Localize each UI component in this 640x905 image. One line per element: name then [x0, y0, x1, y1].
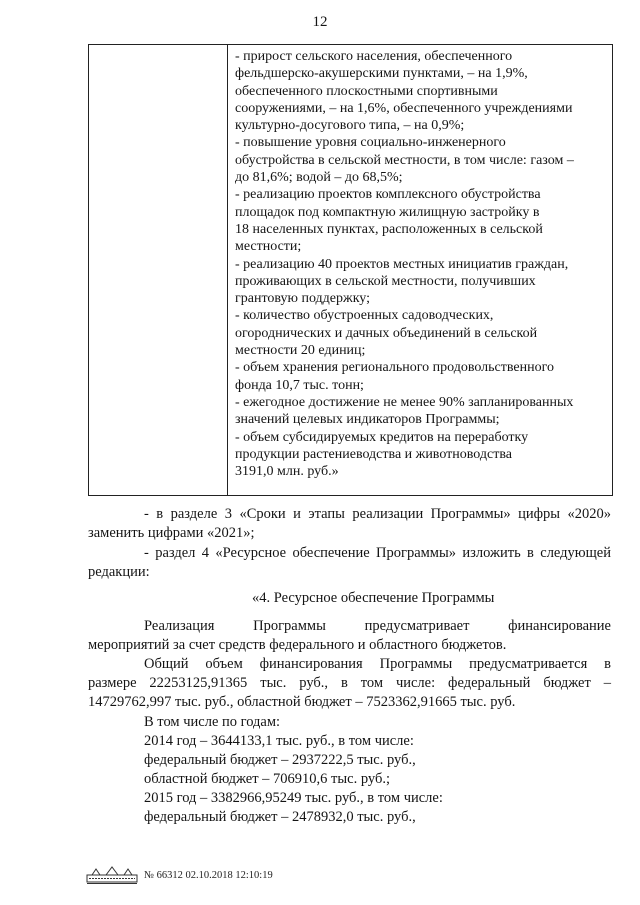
paragraph-line: 14729762,997 тыс. руб., областной бюджет – 7523362,91665 тыс. руб.: [88, 694, 516, 710]
year-2015-federal: федеральный бюджет – 2478932,0 тыс. руб.,: [144, 809, 416, 825]
table-line: значений целевых индикаторов Программы;: [235, 412, 500, 428]
year-2014-regional: областной бюджет – 706910,6 тыс. руб.;: [144, 771, 390, 787]
table-text-cell: [228, 45, 613, 496]
table-line: - количество обустроенных садоводческих,: [235, 308, 494, 324]
table-line: площадок под компактную жилищную застройку в: [235, 204, 540, 220]
table-line: культурно-досугового типа, – на 0,9%;: [235, 118, 465, 134]
table-line: фельдшерско-акушерскими пунктами, – на 1,9%,: [235, 66, 528, 82]
table-line: обустройства в сельской местности, в том числе: газом –: [235, 152, 574, 168]
table-line: - реализацию 40 проектов местных инициатив граждан,: [235, 256, 569, 272]
paragraph-line: Общий объем финансирования Программы предусматривается в: [144, 656, 611, 672]
table-line: грантовую поддержку;: [235, 291, 371, 307]
paragraph-line: размере 22253125,91365 тыс. руб., в том числе: федеральный бюджет –: [88, 675, 611, 691]
registration-footer: [86, 864, 273, 886]
table-line: 18 населенных пунктах, расположенных в сельской: [235, 221, 543, 237]
year-2014-total: 2014 год – 3644133,1 тыс. руб., в том числе:: [144, 733, 414, 749]
table-line: 3191,0 млн. руб.»: [235, 464, 339, 480]
amendment-section3-line1: - в разделе 3 «Сроки и этапы реализации Программы» цифры «2020»: [144, 506, 611, 522]
year-2014-federal: федеральный бюджет – 2937222,5 тыс. руб.,: [144, 752, 416, 768]
table-line: фонда 10,7 тыс. тонн;: [235, 377, 364, 393]
table-line: сооружениями, – на 1,6%, обеспеченного учреждениями: [235, 100, 573, 116]
page-number: 12: [312, 14, 328, 30]
amendment-section4-line2: редакции:: [88, 564, 150, 580]
year-2015-total: 2015 год – 3382966,95249 тыс. руб., в том числе:: [144, 790, 443, 806]
table-line: - реализацию проектов комплексного обустройства: [235, 187, 541, 203]
years-intro: В том числе по годам:: [144, 714, 281, 730]
table-line: до 81,6%; водой – до 68,5%;: [235, 170, 403, 186]
table-line: местности;: [235, 239, 302, 255]
document-stamp-icon: [86, 866, 138, 884]
paragraph-line: Реализация Программы предусматривает финансирование: [144, 618, 611, 634]
paragraph-line: мероприятий за счет средств федерального и областного бюджетов.: [88, 637, 507, 653]
table-line: - ежегодное достижение не менее 90% запланированных: [235, 394, 574, 410]
table-line: обеспеченного плоскостными спортивными: [235, 83, 498, 99]
table-line: продукции растениеводства и животноводства: [235, 446, 512, 462]
table-line: - повышение уровня социально-инженерного: [235, 135, 506, 151]
table-line: проживающих в сельской местности, получивших: [235, 273, 536, 289]
amendment-section3-line2: заменить цифрами «2021»;: [88, 525, 255, 541]
table-line: местности 20 единиц;: [235, 343, 366, 359]
table-empty-cell: [89, 45, 228, 496]
registration-number: № 66312 02.10.2018 12:10:19: [144, 869, 273, 881]
table-line: - объем субсидируемых кредитов на переработку: [235, 429, 529, 445]
table-line: - объем хранения регионального продовольственного: [235, 360, 554, 376]
table-line: - прирост сельского населения, обеспеченного: [235, 49, 513, 64]
amendment-section4-line1: - раздел 4 «Ресурсное обеспечение Программы» изложить в следующей: [144, 545, 611, 561]
table-line: огороднических и дачных объединений в сельской: [235, 325, 538, 341]
indicators-table: [88, 44, 613, 496]
section-heading: «4. Ресурсное обеспечение Программы: [252, 590, 495, 606]
